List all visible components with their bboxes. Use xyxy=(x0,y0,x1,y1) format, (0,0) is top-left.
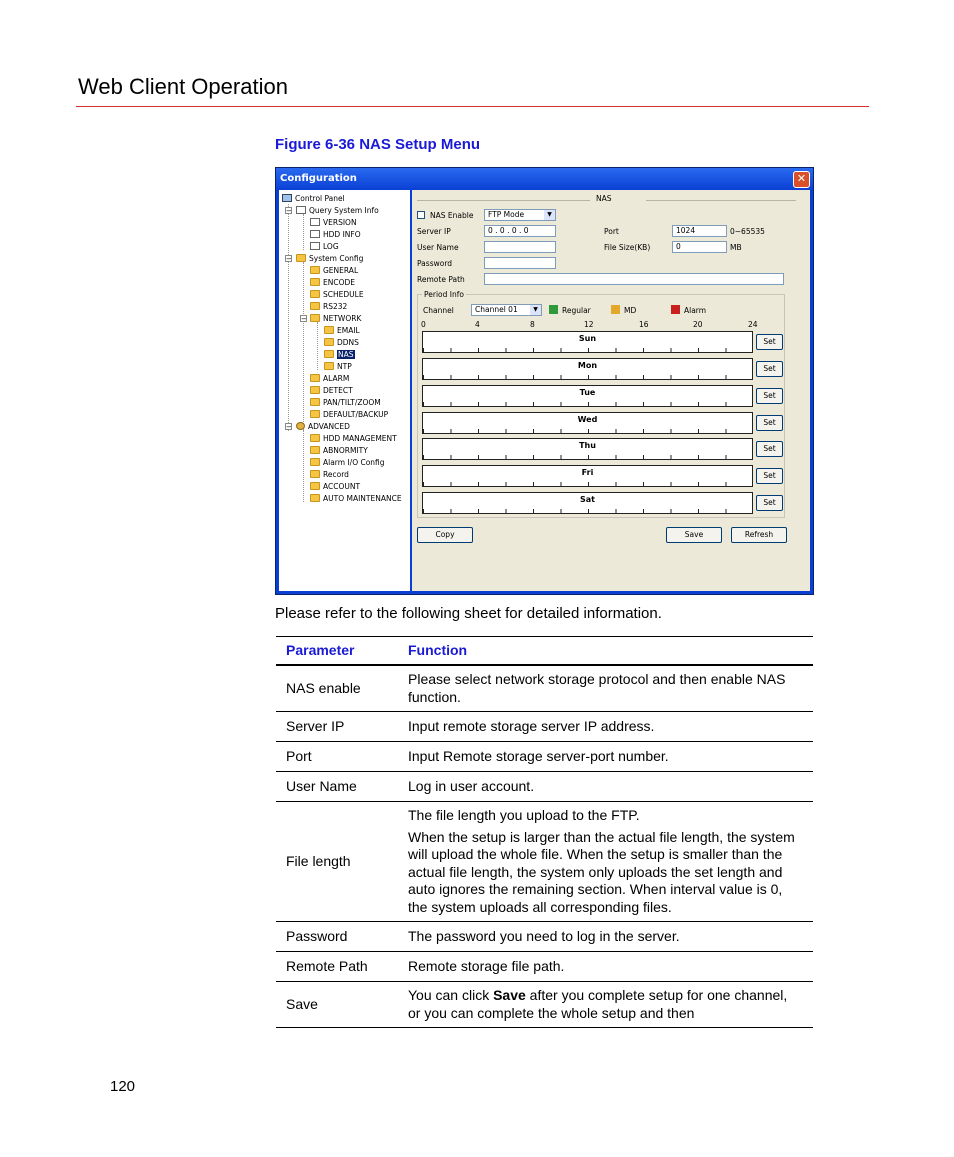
refresh-button[interactable]: Refresh xyxy=(731,527,787,543)
config-tree xyxy=(279,190,412,591)
hour-label: 20 xyxy=(693,320,703,329)
function-cell xyxy=(398,982,813,1028)
hour-label: 8 xyxy=(530,320,535,329)
hour-label: 24 xyxy=(748,320,758,329)
folder-icon xyxy=(310,410,320,418)
function-cell: Please select network storage protocol and then enable NAS function. xyxy=(398,665,813,712)
day-label: Thu xyxy=(579,441,596,450)
set-button-sun[interactable]: Set xyxy=(756,334,783,350)
tree-item-account[interactable] xyxy=(310,481,360,492)
column-header-function: Function xyxy=(398,637,813,666)
figure-caption: Figure 6-36 NAS Setup Menu xyxy=(275,136,481,153)
tree-item-alarm-io-config[interactable] xyxy=(310,457,385,468)
tree-label: RS232 xyxy=(323,302,348,311)
tree-label: NTP xyxy=(337,362,352,371)
function-cell: Log in user account. xyxy=(398,772,813,802)
tree-label: EMAIL xyxy=(337,326,360,335)
timeline-wed[interactable] xyxy=(422,412,753,434)
tree-item-pan-tilt-zoom[interactable] xyxy=(310,397,381,408)
tree-label: ACCOUNT xyxy=(323,482,361,491)
dialog-titlebar[interactable] xyxy=(276,168,813,190)
folder-icon xyxy=(310,458,320,466)
table-row xyxy=(276,952,813,982)
set-button-wed[interactable]: Set xyxy=(756,415,783,431)
folder-icon xyxy=(324,338,334,346)
tree-label: Alarm I/O Config xyxy=(323,458,385,467)
file-size-unit: MB xyxy=(730,243,742,252)
tree-item-control-panel[interactable] xyxy=(282,193,345,204)
function-text: You can click xyxy=(408,987,494,1003)
password-field[interactable] xyxy=(484,257,556,269)
folder-icon xyxy=(310,374,320,382)
set-button-sat[interactable]: Set xyxy=(756,495,783,511)
tree-label: HDD INFO xyxy=(323,230,361,239)
folder-icon xyxy=(310,446,320,454)
param-cell: NAS enable xyxy=(276,665,398,712)
hour-label: 4 xyxy=(475,320,480,329)
period-info-label: Period Info xyxy=(424,290,464,299)
tree-label: DEFAULT/BACKUP xyxy=(323,410,389,419)
tree-label: ADVANCED xyxy=(308,422,350,431)
table-row xyxy=(276,982,813,1028)
nas-section-title: NAS xyxy=(596,194,612,203)
tree-label: Query System Info xyxy=(309,206,379,215)
tree-item-version[interactable] xyxy=(310,217,357,228)
set-button-tue[interactable]: Set xyxy=(756,388,783,404)
function-cell: The password you need to log in the server. xyxy=(398,922,813,952)
day-label: Sat xyxy=(580,495,595,504)
collapse-icon[interactable]: − xyxy=(301,315,307,323)
tree-item-hdd-info[interactable] xyxy=(310,229,361,240)
hour-label: 0 xyxy=(421,320,426,329)
tree-item-abnormity[interactable] xyxy=(310,445,368,456)
save-keyword: Save xyxy=(493,987,526,1003)
hour-label: 16 xyxy=(639,320,649,329)
legend-regular: Regular xyxy=(562,306,591,315)
day-label: Mon xyxy=(577,361,598,370)
document-icon xyxy=(310,242,320,250)
tree-line xyxy=(303,214,304,250)
hour-ticks xyxy=(423,429,752,433)
tree-label-selected: NAS xyxy=(338,350,354,359)
tree-item-advanced[interactable] xyxy=(296,421,350,432)
hour-ticks xyxy=(423,375,752,379)
hour-ticks xyxy=(423,402,752,406)
remote-path-label: Remote Path xyxy=(417,275,465,284)
collapse-icon[interactable]: − xyxy=(286,423,292,431)
tree-item-rs232[interactable] xyxy=(310,301,347,312)
info-icon xyxy=(296,206,306,214)
hour-ticks xyxy=(423,482,752,486)
user-name-label: User Name xyxy=(417,243,459,252)
document-icon xyxy=(310,230,320,238)
function-cell xyxy=(398,802,813,922)
configuration-dialog xyxy=(275,167,814,595)
param-cell: Password xyxy=(276,922,398,952)
folder-icon xyxy=(324,326,334,334)
tree-label: LOG xyxy=(323,242,339,251)
tree-label: GENERAL xyxy=(323,266,359,275)
tree-label: ABNORMITY xyxy=(323,446,368,455)
timeline-fri[interactable] xyxy=(422,465,753,487)
tree-item-email[interactable] xyxy=(324,325,360,336)
tree-item-default-backup[interactable] xyxy=(310,409,388,420)
tree-label: AUTO MAINTENANCE xyxy=(323,494,402,503)
day-label: Sun xyxy=(578,334,597,343)
tree-label: ENCODE xyxy=(323,278,356,287)
tree-label: VERSION xyxy=(323,218,357,227)
tree-label: ALARM xyxy=(323,374,350,383)
function-paragraph: When the setup is larger than the actual file length, the system will upload the whole file. When the setup is smaller than the actual file length, the system only uploads the set length and auto ignores the remaining section. When interval value is 0, the system uploads all corresponding files. xyxy=(408,828,795,915)
hour-label: 12 xyxy=(584,320,594,329)
function-cell: Input Remote storage server-port number. xyxy=(398,742,813,772)
table-header-row xyxy=(276,637,813,666)
dialog-title: Configuration xyxy=(280,173,357,184)
tree-item-auto-maintenance[interactable] xyxy=(310,493,402,504)
tree-item-record[interactable] xyxy=(310,469,349,480)
tree-item-alarm[interactable] xyxy=(310,373,349,384)
timeline-tue[interactable] xyxy=(422,385,753,407)
table-row xyxy=(276,922,813,952)
alarm-swatch xyxy=(671,305,680,314)
folder-icon xyxy=(310,278,320,286)
settings-icon xyxy=(296,254,306,262)
hour-ticks xyxy=(423,509,752,513)
param-cell: Port xyxy=(276,742,398,772)
param-cell: Remote Path xyxy=(276,952,398,982)
folder-icon xyxy=(310,266,320,274)
tree-item-hdd-management[interactable] xyxy=(310,433,397,444)
param-cell: Server IP xyxy=(276,712,398,742)
nas-enable-checkbox[interactable] xyxy=(417,211,425,219)
mode-value: FTP Mode xyxy=(488,210,525,219)
function-paragraph: The file length you upload to the FTP. xyxy=(408,807,640,823)
folder-icon xyxy=(324,350,334,358)
tree-label: HDD MANAGEMENT xyxy=(323,434,397,443)
divider xyxy=(417,200,590,201)
tree-item-ddns[interactable] xyxy=(324,337,359,348)
folder-icon xyxy=(310,398,320,406)
folder-icon xyxy=(310,290,320,298)
save-button[interactable]: Save xyxy=(666,527,722,543)
table-row xyxy=(276,742,813,772)
tree-line xyxy=(317,322,318,370)
hour-ticks xyxy=(423,455,752,459)
channel-label: Channel xyxy=(423,306,454,315)
remote-path-field[interactable] xyxy=(484,273,784,285)
folder-icon xyxy=(310,314,320,322)
folder-icon xyxy=(310,494,320,502)
mode-select[interactable] xyxy=(484,209,556,221)
table-row xyxy=(276,665,813,712)
tree-label: SCHEDULE xyxy=(323,290,364,299)
gear-icon xyxy=(296,422,305,430)
port-range-text: 0~65535 xyxy=(730,227,765,236)
day-label: Fri xyxy=(581,468,594,477)
tree-item-ntp[interactable] xyxy=(324,361,352,372)
tree-line xyxy=(288,204,289,431)
nas-panel xyxy=(414,190,810,591)
function-text: after you complete setup for one channel, or you can complete the whole setup and then xyxy=(408,987,788,1021)
regular-swatch xyxy=(549,305,558,314)
tree-item-encode[interactable] xyxy=(310,277,355,288)
set-button-mon[interactable]: Set xyxy=(756,361,783,377)
channel-select[interactable] xyxy=(471,304,542,316)
tree-label: System Config xyxy=(309,254,364,263)
tree-item-schedule[interactable] xyxy=(310,289,364,300)
tree-label: NETWORK xyxy=(323,314,362,323)
day-label: Wed xyxy=(577,415,598,424)
set-button-fri[interactable]: Set xyxy=(756,468,783,484)
function-cell: Input remote storage server IP address. xyxy=(398,712,813,742)
divider xyxy=(646,200,796,201)
server-ip-label: Server IP xyxy=(417,227,451,236)
tree-item-query-system-info[interactable] xyxy=(296,205,379,216)
chevron-down-icon: ▼ xyxy=(530,305,541,315)
collapse-icon[interactable]: − xyxy=(286,207,292,215)
computer-icon xyxy=(282,194,292,202)
timeline-sat[interactable] xyxy=(422,492,753,514)
server-ip-field[interactable]: 0 . 0 . 0 . 0 xyxy=(484,225,556,237)
copy-button[interactable]: Copy xyxy=(417,527,473,543)
set-button-thu[interactable]: Set xyxy=(756,441,783,457)
legend-md: MD xyxy=(624,306,637,315)
document-icon xyxy=(310,218,320,226)
table-row xyxy=(276,712,813,742)
close-icon[interactable]: ✕ xyxy=(793,171,810,188)
chevron-down-icon: ▼ xyxy=(544,210,555,220)
tree-item-general[interactable] xyxy=(310,265,358,276)
tree-label: PAN/TILT/ZOOM xyxy=(323,398,381,407)
folder-icon xyxy=(324,362,334,370)
page-number: 120 xyxy=(110,1078,136,1095)
folder-icon xyxy=(310,302,320,310)
file-size-field[interactable]: 0 xyxy=(672,241,727,253)
folder-icon xyxy=(310,386,320,394)
tree-label: Control Panel xyxy=(295,194,345,203)
folder-icon xyxy=(310,434,320,442)
channel-value: Channel 01 xyxy=(475,305,518,314)
day-label: Tue xyxy=(579,388,596,397)
folder-icon xyxy=(310,470,320,478)
tree-label: DETECT xyxy=(323,386,353,395)
md-swatch xyxy=(611,305,620,314)
tree-item-system-config[interactable] xyxy=(296,253,363,264)
parameter-table xyxy=(276,636,813,1028)
tree-line xyxy=(303,430,304,502)
tree-item-detect[interactable] xyxy=(310,385,353,396)
table-row xyxy=(276,772,813,802)
port-field[interactable]: 1024 xyxy=(672,225,727,237)
table-row xyxy=(276,802,813,922)
timeline-mon[interactable] xyxy=(422,358,753,380)
tree-item-nas[interactable] xyxy=(324,349,355,360)
legend-alarm: Alarm xyxy=(684,306,707,315)
param-cell: Save xyxy=(276,982,398,1028)
timeline-thu[interactable] xyxy=(422,438,753,460)
user-name-field[interactable] xyxy=(484,241,556,253)
page-header: Web Client Operation xyxy=(78,74,288,99)
password-label: Password xyxy=(417,259,453,268)
file-size-label: File Size(KB) xyxy=(604,243,651,252)
function-cell: Remote storage file path. xyxy=(398,952,813,982)
hour-ticks xyxy=(423,348,752,352)
tree-label: DDNS xyxy=(337,338,359,347)
port-label: Port xyxy=(604,227,619,236)
intro-text: Please refer to the following sheet for detailed information. xyxy=(275,605,662,622)
nas-enable-label: NAS Enable xyxy=(430,211,474,220)
param-cell: User Name xyxy=(276,772,398,802)
param-cell: File length xyxy=(276,802,398,922)
tree-line xyxy=(303,262,304,430)
tree-item-log[interactable] xyxy=(310,241,339,252)
column-header-parameter: Parameter xyxy=(276,637,398,666)
dialog-client xyxy=(279,190,810,591)
collapse-icon[interactable]: − xyxy=(286,255,292,263)
header-rule xyxy=(76,106,869,107)
folder-icon xyxy=(310,482,320,490)
tree-label: Record xyxy=(323,470,349,479)
tree-item-network[interactable] xyxy=(310,313,361,324)
timeline-sun[interactable] xyxy=(422,331,753,353)
